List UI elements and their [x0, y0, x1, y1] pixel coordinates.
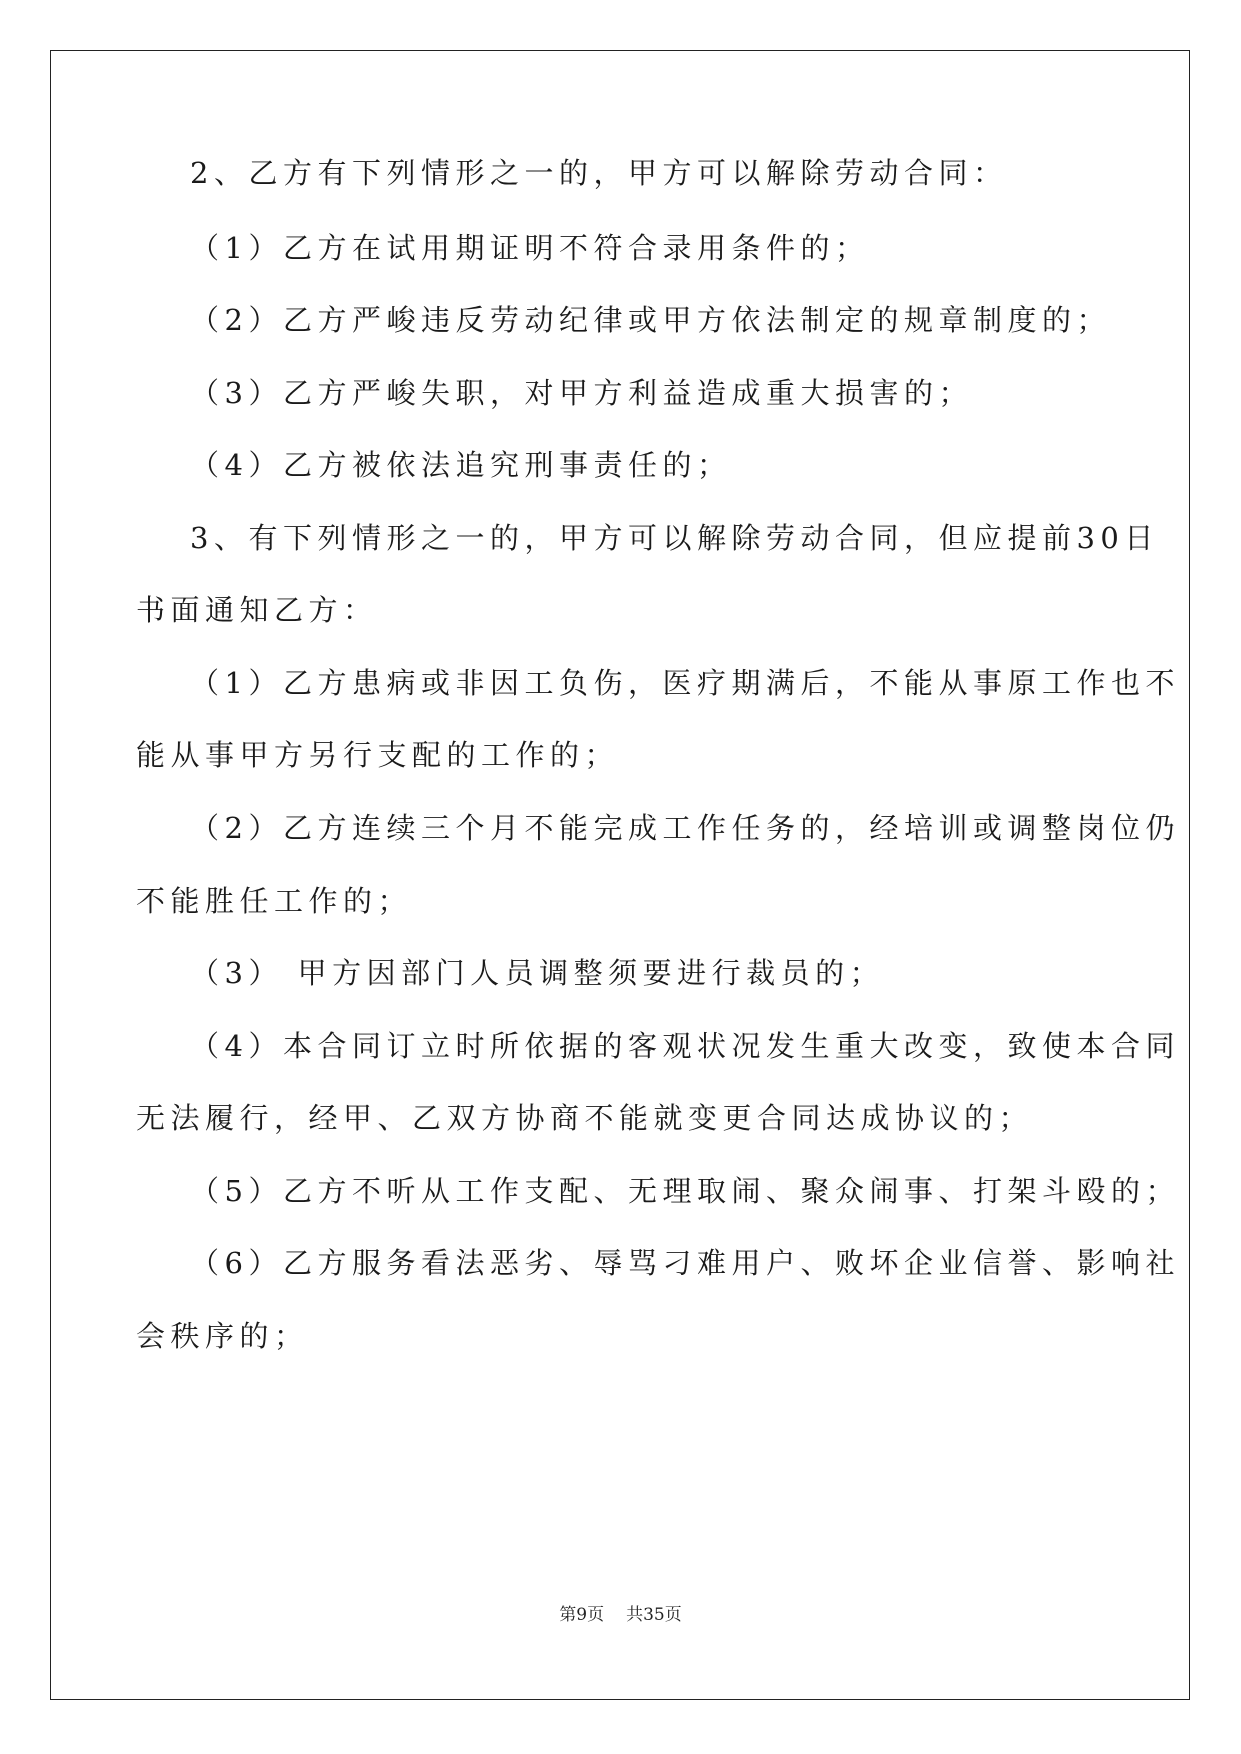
paragraph-line: （2）乙方严峻违反劳动纪律或甲方依法制定的规章制度的；: [190, 303, 1111, 337]
paragraph-line: （6）乙方服务看法恶劣、辱骂刁难用户、败坏企业信誉、影响社: [190, 1246, 1180, 1280]
paragraph-line: （2）乙方连续三个月不能完成工作任务的，经培训或调整岗位仍: [190, 811, 1180, 845]
paragraph-line: 会秩序的；: [136, 1319, 309, 1353]
page-total: 共35页: [626, 1605, 682, 1625]
paragraph-line: （1）乙方在试用期证明不符合录用条件的；: [190, 231, 870, 265]
paragraph-line: （5）乙方不听从工作支配、无理取闹、聚众闹事、打架斗殴的；: [190, 1174, 1180, 1208]
paragraph-line: 无法履行，经甲、乙双方协商不能就变更合同达成协议的；: [136, 1101, 1034, 1135]
paragraph-line: （3） 甲方因部门人员调整须要进行裁员的；: [190, 956, 885, 990]
page-number: 第9页: [559, 1605, 605, 1625]
paragraph-line: 3、有下列情形之一的，甲方可以解除劳动合同，但应提前30日: [190, 521, 1159, 555]
paragraph-line: 能从事甲方另行支配的工作的；: [136, 738, 620, 772]
page-border: [50, 50, 1190, 1700]
page-footer: [0, 1600, 1241, 1625]
paragraph-line: 不能胜任工作的；: [136, 884, 413, 918]
paragraph-line: 2、乙方有下列情形之一的，甲方可以解除劳动合同：: [190, 156, 1008, 190]
paragraph-line: （4）本合同订立时所依据的客观状况发生重大改变，致使本合同: [190, 1029, 1180, 1063]
paragraph-line: （4）乙方被依法追究刑事责任的；: [190, 448, 732, 482]
paragraph-line: 书面通知乙方：: [136, 593, 378, 627]
paragraph-line: （3）乙方严峻失职，对甲方利益造成重大损害的；: [190, 376, 973, 410]
paragraph-line: （1）乙方患病或非因工负伤，医疗期满后，不能从事原工作也不: [190, 666, 1180, 700]
